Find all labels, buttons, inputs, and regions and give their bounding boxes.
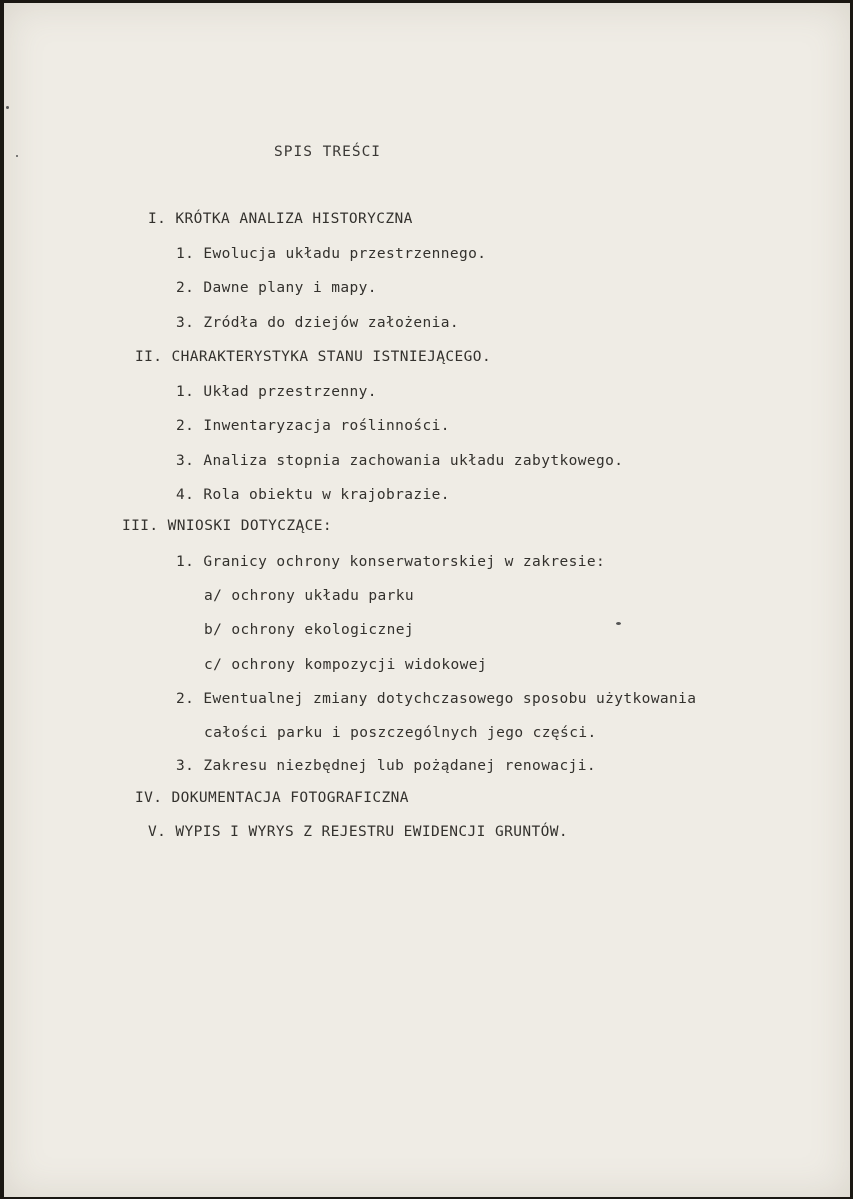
section-number: V. [148,824,167,840]
section-heading [122,518,332,534]
toc-item: 3. Analiza stopnia zachowania układu zabytkowego. [176,453,624,469]
section-heading [135,790,409,806]
section-heading [135,349,491,365]
section-number: IV. [135,790,163,806]
section-title: WNIOSKI DOTYCZĄCE: [167,518,333,534]
toc-subitem: c/ ochrony kompozycji widokowej [204,657,488,673]
toc-item: 2. Ewentualnej zmiany dotychczasowego sposobu użytkowania [176,691,697,707]
toc-item: 2. Dawne plany i mapy. [176,280,377,296]
section-title: DOKUMENTACJA FOTOGRAFICZNA [171,790,409,806]
section-number: I. [148,211,167,227]
toc-item: 2. Inwentaryzacja roślinności. [176,418,450,434]
section-number: II. [135,349,163,365]
document-page [4,3,850,1197]
toc-item: 3. Zakresu niezbędnej lub pożądanej renowacji. [176,758,596,774]
toc-subitem: a/ ochrony układu parku [204,588,414,604]
section-heading [148,824,568,840]
section-heading [148,211,413,227]
toc-item: 1. Układ przestrzenny. [176,384,377,400]
toc-item-continuation: całości parku i poszczególnych jego części. [204,725,597,741]
toc-item: 1. Ewolucja układu przestrzennego. [176,246,487,262]
toc-item: 4. Rola obiektu w krajobrazie. [176,487,450,503]
scan-speck [6,106,9,109]
page-title: SPIS TREŚCI [274,144,382,160]
section-title: CHARAKTERYSTYKA STANU ISTNIEJĄCEGO. [171,349,492,365]
toc-subitem: b/ ochrony ekologicznej [204,622,414,638]
toc-item: 3. Zródła do dziejów założenia. [176,315,460,331]
section-number: III. [122,518,159,534]
toc-item: 1. Granicy ochrony konserwatorskiej w zakresie: [176,554,606,570]
scan-speck [16,155,18,157]
section-title: KRÓTKA ANALIZA HISTORYCZNA [175,211,413,227]
scan-speck [616,622,621,625]
section-title: WYPIS I WYRYS Z REJESTRU EWIDENCJI GRUNTÓW. [175,824,568,840]
